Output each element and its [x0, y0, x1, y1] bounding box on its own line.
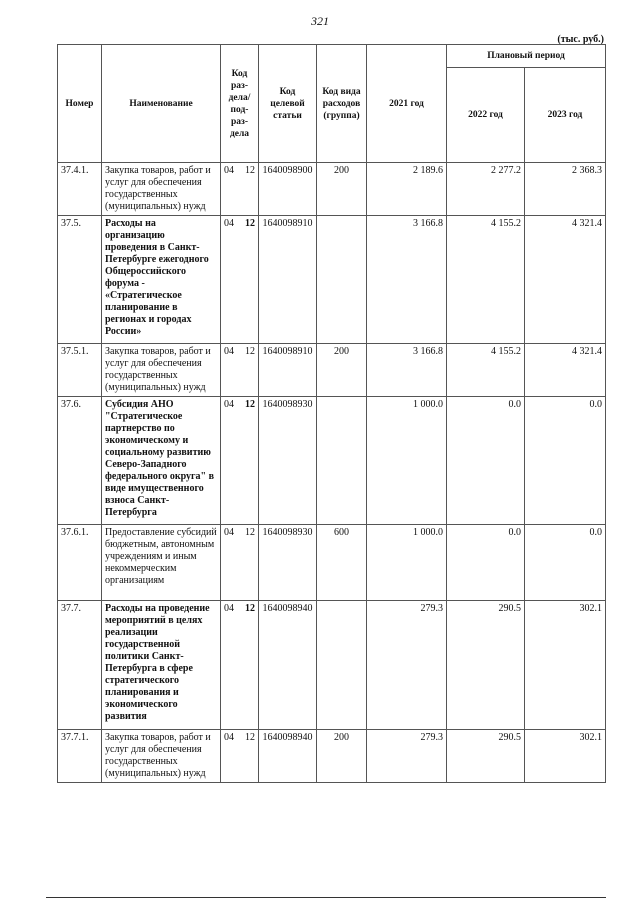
header-section: Код раз-дела/ под-раз-дела — [221, 45, 259, 163]
row-section-code — [224, 527, 255, 539]
table-row — [58, 525, 606, 601]
row-expense-code — [317, 397, 367, 525]
header-2023: 2023 год — [525, 67, 606, 162]
row-name: Предоставление субсидий бюджетным, автономным учреждениям и иным некоммерческим организациям — [102, 525, 221, 601]
row-2021: 279.3 — [367, 730, 447, 783]
row-section-code — [224, 165, 255, 177]
table-row — [58, 397, 606, 525]
page-number: 321 — [311, 14, 329, 28]
row-subsection: 12 — [245, 399, 255, 410]
row-2023: 0.0 — [525, 525, 606, 601]
header-expense: Код вида расходов (группа) — [317, 45, 367, 163]
row-name: Субсидия АНО "Стратегическое партнерство по экономическому и социальному развитию Северо-Западного федерального округа" в виде имущественного взноса Санкт-Петербурга — [102, 397, 221, 525]
row-number: 37.5. — [58, 216, 102, 344]
row-name: Закупка товаров, работ и услуг для обеспечения государственных (муниципальных) нужд — [102, 163, 221, 216]
row-2022: 4 155.2 — [447, 344, 525, 397]
units-label: (тыс. руб.) — [557, 34, 604, 45]
row-2021: 1 000.0 — [367, 397, 447, 525]
row-2022: 290.5 — [447, 601, 525, 730]
row-2022: 0.0 — [447, 397, 525, 525]
row-2021: 3 166.8 — [367, 344, 447, 397]
header-2022: 2022 год — [447, 67, 525, 162]
row-2022: 4 155.2 — [447, 216, 525, 344]
row-section: 04 — [224, 732, 234, 743]
row-section-code — [224, 603, 255, 615]
row-2021: 2 189.6 — [367, 163, 447, 216]
row-2021: 3 166.8 — [367, 216, 447, 344]
row-section-code — [224, 218, 255, 230]
row-name: Расходы на организацию проведения в Санкт-Петербурге ежегодного Общероссийского форума - «Стратегическое планирование в регионах и городах России» — [102, 216, 221, 344]
row-section: 04 — [224, 346, 234, 357]
row-subsection: 12 — [245, 732, 255, 743]
row-section: 04 — [224, 165, 234, 176]
page-bottom-rule — [46, 897, 606, 898]
table-row — [58, 216, 606, 344]
row-2022: 290.5 — [447, 730, 525, 783]
row-target-code: 1640098910 — [259, 216, 317, 344]
row-section: 04 — [224, 603, 234, 614]
row-2021: 279.3 — [367, 601, 447, 730]
row-section: 04 — [224, 399, 234, 410]
row-2021: 1 000.0 — [367, 525, 447, 601]
row-2023: 2 368.3 — [525, 163, 606, 216]
row-section-code — [224, 732, 255, 744]
row-section: 04 — [224, 527, 234, 538]
row-subsection: 12 — [245, 346, 255, 357]
row-name: Закупка товаров, работ и услуг для обеспечения государственных (муниципальных) нужд — [102, 344, 221, 397]
row-number: 37.6.1. — [58, 525, 102, 601]
row-number: 37.7.1. — [58, 730, 102, 783]
header-2021: 2021 год — [367, 45, 447, 163]
row-section-code — [224, 399, 255, 411]
header-planned-period: Плановый период — [447, 45, 606, 68]
row-target-code: 1640098930 — [259, 397, 317, 525]
row-subsection: 12 — [245, 527, 255, 538]
row-subsection: 12 — [245, 218, 255, 229]
row-expense-code: 200 — [317, 344, 367, 397]
header-target: Код целевой статьи — [259, 45, 317, 163]
header-name: Наименование — [102, 45, 221, 163]
row-section-code — [224, 346, 255, 358]
row-expense-code: 200 — [317, 163, 367, 216]
row-subsection: 12 — [245, 165, 255, 176]
row-2023: 4 321.4 — [525, 216, 606, 344]
row-target-code: 1640098940 — [259, 601, 317, 730]
row-expense-code — [317, 601, 367, 730]
row-name: Закупка товаров, работ и услуг для обеспечения государственных (муниципальных) нужд — [102, 730, 221, 783]
table-row — [58, 344, 606, 397]
row-target-code: 1640098940 — [259, 730, 317, 783]
row-2023: 302.1 — [525, 730, 606, 783]
table-row — [58, 730, 606, 783]
row-expense-code: 600 — [317, 525, 367, 601]
row-subsection: 12 — [245, 603, 255, 614]
row-2022: 2 277.2 — [447, 163, 525, 216]
table-row — [58, 163, 606, 216]
row-target-code: 1640098910 — [259, 344, 317, 397]
table-row — [58, 601, 606, 730]
row-target-code: 1640098900 — [259, 163, 317, 216]
budget-table — [57, 44, 606, 783]
header-number: Номер — [58, 45, 102, 163]
row-expense-code — [317, 216, 367, 344]
row-name: Расходы на проведение мероприятий в целях реализации государственной политики Санкт-Петербурга в сфере стратегического планирования и экономического развития — [102, 601, 221, 730]
row-2023: 4 321.4 — [525, 344, 606, 397]
row-section: 04 — [224, 218, 234, 229]
row-number: 37.7. — [58, 601, 102, 730]
row-number: 37.6. — [58, 397, 102, 525]
row-number: 37.4.1. — [58, 163, 102, 216]
row-target-code: 1640098930 — [259, 525, 317, 601]
row-2023: 0.0 — [525, 397, 606, 525]
row-expense-code: 200 — [317, 730, 367, 783]
row-2023: 302.1 — [525, 601, 606, 730]
row-number: 37.5.1. — [58, 344, 102, 397]
row-2022: 0.0 — [447, 525, 525, 601]
